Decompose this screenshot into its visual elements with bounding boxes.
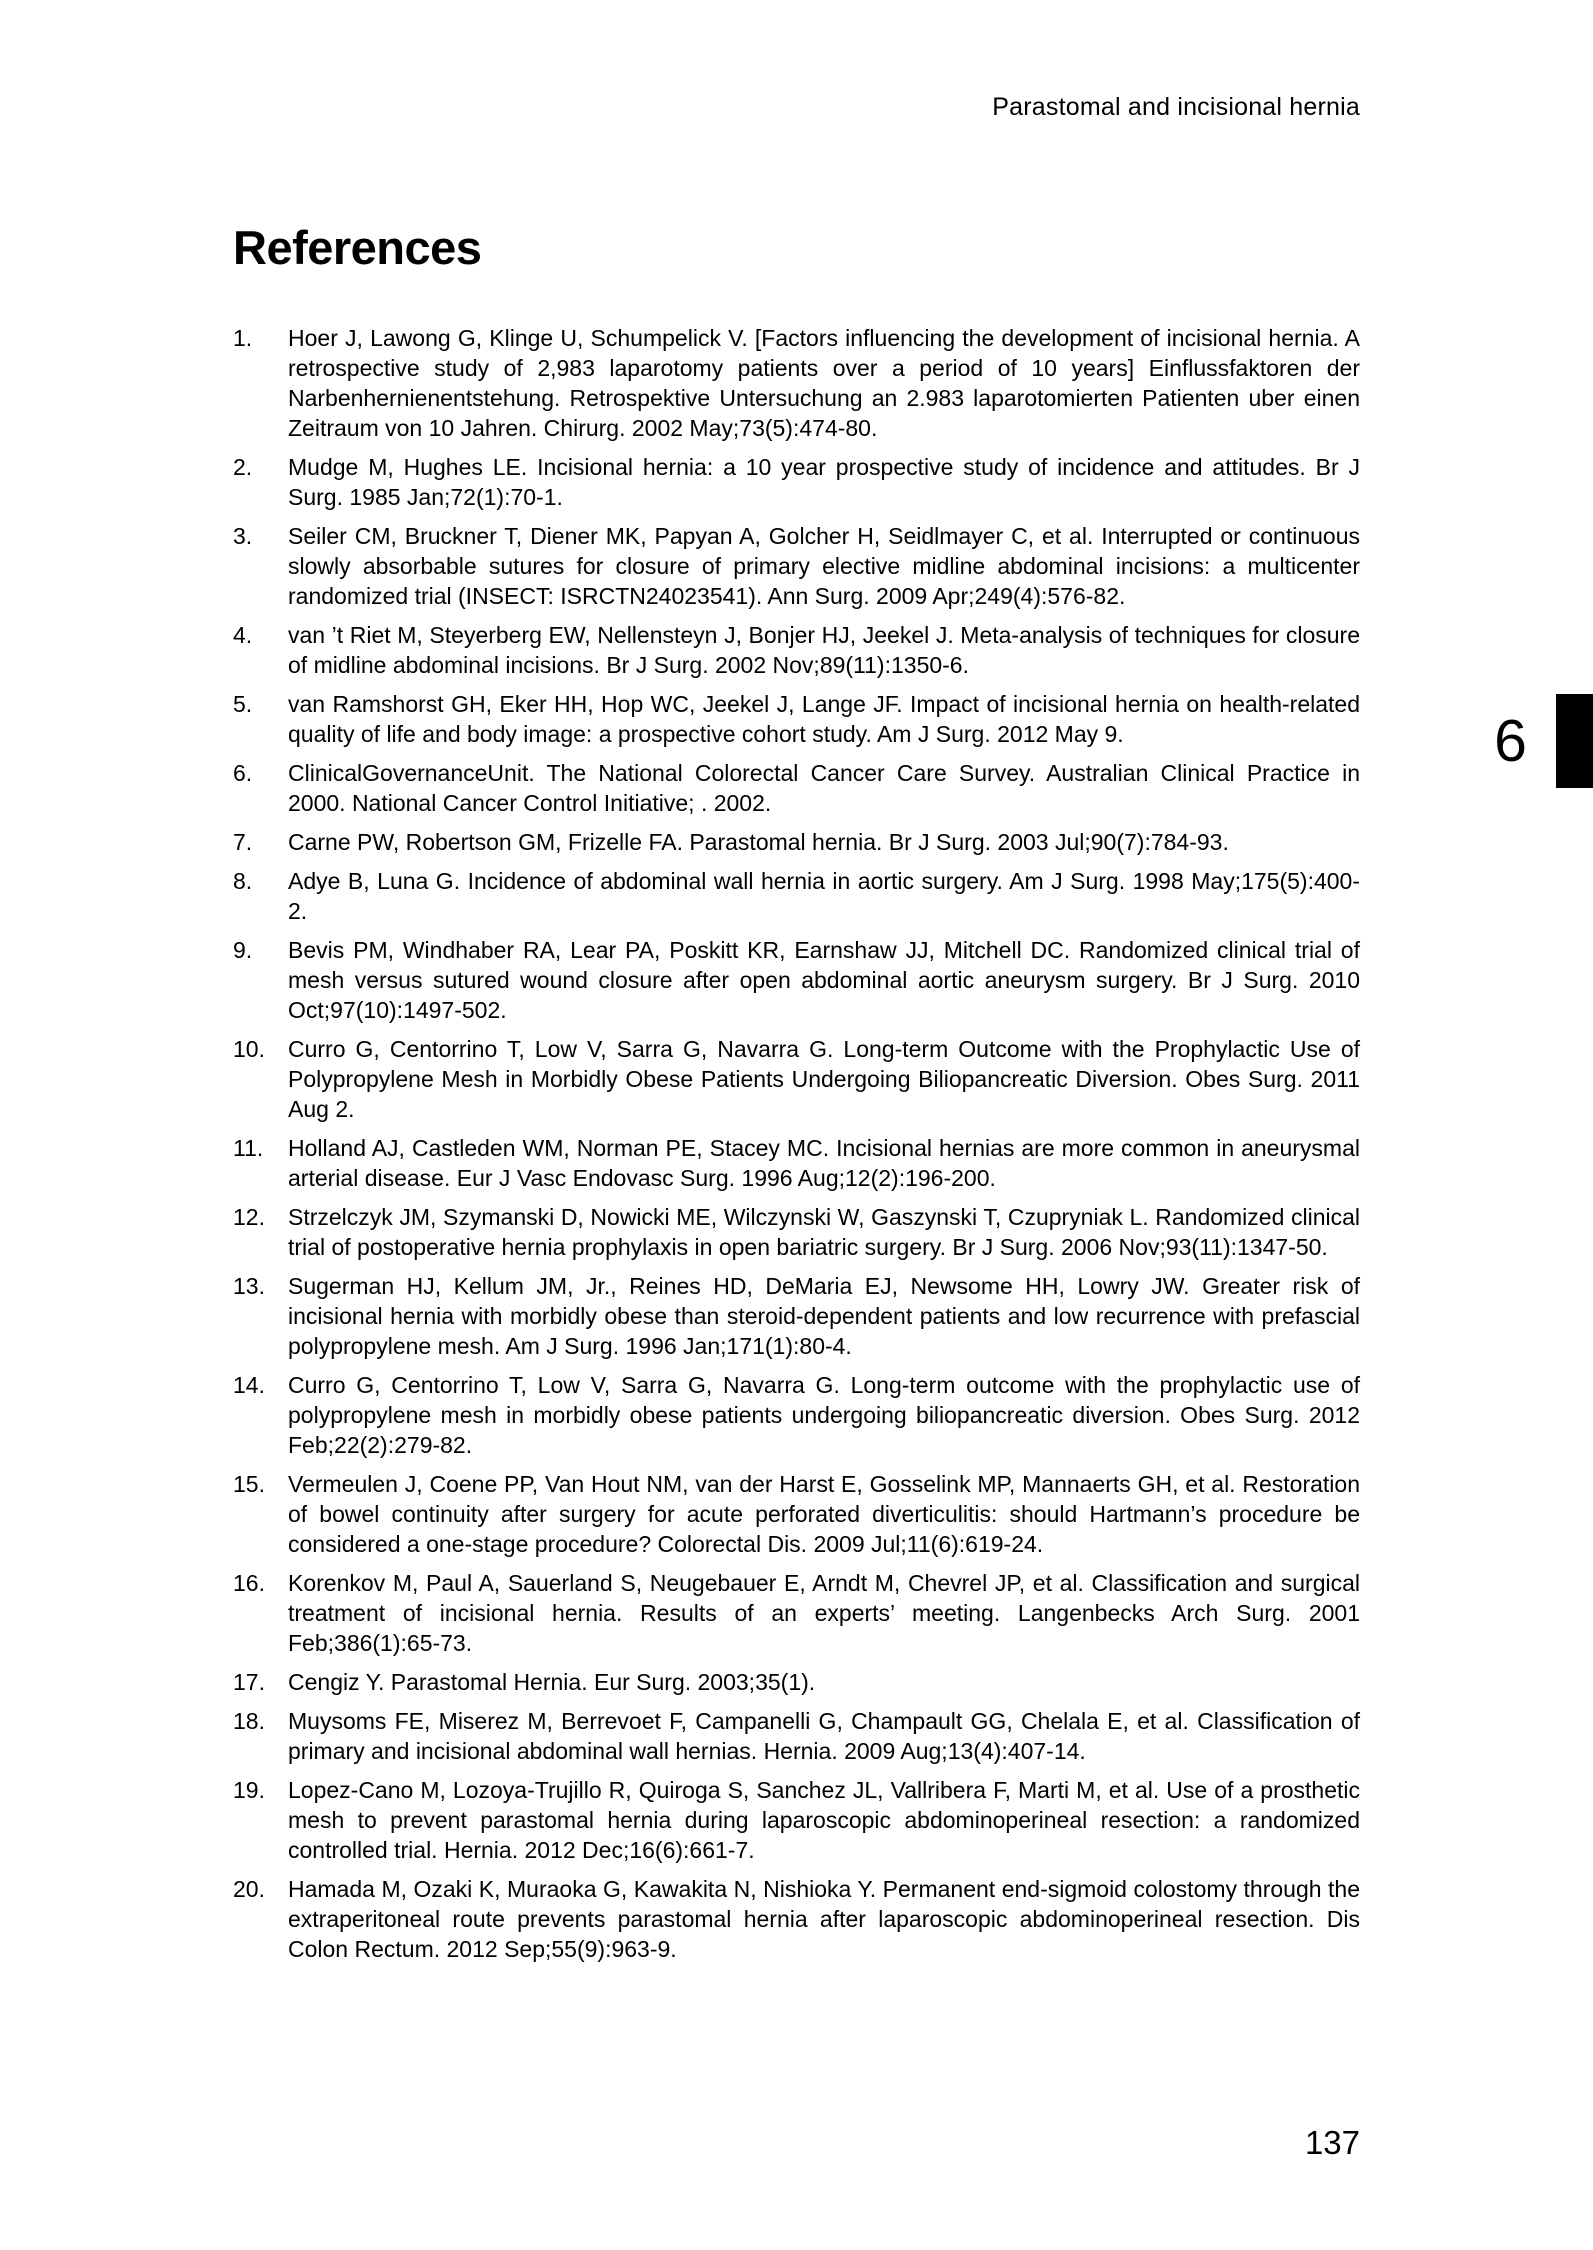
reference-item: [233, 935, 1360, 1025]
reference-item: [233, 521, 1360, 611]
reference-item: [233, 1034, 1360, 1124]
reference-item: [233, 758, 1360, 818]
reference-number: 18.: [233, 1708, 265, 1734]
reference-item: [233, 1667, 1360, 1697]
reference-number: 6.: [233, 760, 253, 786]
reference-number: 19.: [233, 1777, 265, 1803]
reference-number: 7.: [233, 829, 253, 855]
reference-text: Strzelczyk JM, Szymanski D, Nowicki ME, Wilczynski W, Gaszynski T, Czupryniak L. Randomized clinical trial of postoperative hernia prophylaxis in open bariatric surgery. Br J Surg. 2006 Nov;93(11):1347-50.: [288, 1204, 1360, 1260]
reference-item: [233, 1706, 1360, 1766]
reference-item: [233, 452, 1360, 512]
reference-text: Carne PW, Robertson GM, Frizelle FA. Parastomal hernia. Br J Surg. 2003 Jul;90(7):784-93.: [288, 829, 1229, 855]
reference-number: 9.: [233, 937, 253, 963]
page-number: 137: [1304, 2124, 1360, 2161]
reference-number: 2.: [233, 454, 253, 480]
reference-text: Seiler CM, Bruckner T, Diener MK, Papyan A, Golcher H, Seidlmayer C, et al. Interrupted or continuous slowly absorbable sutures for closure of primary elective midline abdominal incisions: a multicenter randomized trial (INSECT: ISRCTN24023541). Ann Surg. 2009 Apr;249(4):576-82.: [288, 523, 1360, 609]
reference-list: [233, 323, 1360, 1973]
reference-item: [233, 1370, 1360, 1460]
reference-text: Curro G, Centorrino T, Low V, Sarra G, Navarra G. Long-term Outcome with the Prophylactic Use of Polypropylene Mesh in Morbidly Obese Patients Undergoing Biliopancreatic Diversion. Obes Surg. 2011 Aug 2.: [288, 1036, 1360, 1122]
reference-number: 12.: [233, 1204, 265, 1230]
reference-text: Hamada M, Ozaki K, Muraoka G, Kawakita N, Nishioka Y. Permanent end-sigmoid colostomy through the extraperitoneal route prevents parastomal hernia after laparoscopic abdominoperineal resection. Dis Colon Rectum. 2012 Sep;55(9):963-9.: [288, 1876, 1360, 1962]
reference-text: Sugerman HJ, Kellum JM, Jr., Reines HD, DeMaria EJ, Newsome HH, Lowry JW. Greater risk of incisional hernia with morbidly obese than steroid-dependent patients and low recurrence with prefascial polypropylene mesh. Am J Surg. 1996 Jan;171(1):80-4.: [288, 1273, 1360, 1359]
reference-item: [233, 1271, 1360, 1361]
reference-number: 11.: [233, 1135, 264, 1161]
reference-item: [233, 1202, 1360, 1262]
reference-text: ClinicalGovernanceUnit. The National Colorectal Cancer Care Survey. Australian Clinical Practice in 2000. National Cancer Control Initiative; . 2002.: [288, 760, 1360, 816]
reference-text: Hoer J, Lawong G, Klinge U, Schumpelick V. [Factors influencing the development of incisional hernia. A retrospective study of 2,983 laparotomy patients over a period of 10 years] Einflussfaktoren der Narbenhernienentstehung. Retrospektive Untersuchung an 2.983 laparotomierten Patienten uber einen Zeitraum von 10 Jahren. Chirurg. 2002 May;73(5):474-80.: [288, 325, 1360, 441]
reference-number: 5.: [233, 691, 253, 717]
reference-number: 10.: [233, 1036, 265, 1062]
reference-number: 1.: [233, 325, 253, 351]
reference-text: Bevis PM, Windhaber RA, Lear PA, Poskitt KR, Earnshaw JJ, Mitchell DC. Randomized clinical trial of mesh versus sutured wound closure after open abdominal aortic aneurysm surgery. Br J Surg. 2010 Oct;97(10):1497-502.: [288, 937, 1360, 1023]
reference-text: Adye B, Luna G. Incidence of abdominal wall hernia in aortic surgery. Am J Surg. 1998 May;175(5):400-2.: [288, 868, 1360, 924]
reference-item: [233, 827, 1360, 857]
reference-text: van Ramshorst GH, Eker HH, Hop WC, Jeekel J, Lange JF. Impact of incisional hernia on health-related quality of life and body image: a prospective cohort study. Am J Surg. 2012 May 9.: [288, 691, 1360, 747]
reference-item: [233, 1775, 1360, 1865]
reference-number: 13.: [233, 1273, 265, 1299]
reference-item: [233, 1469, 1360, 1559]
reference-text: Holland AJ, Castleden WM, Norman PE, Stacey MC. Incisional hernias are more common in aneurysmal arterial disease. Eur J Vasc Endovasc Surg. 1996 Aug;12(2):196-200.: [288, 1135, 1360, 1191]
reference-number: 3.: [233, 523, 253, 549]
reference-text: Lopez-Cano M, Lozoya-Trujillo R, Quiroga S, Sanchez JL, Vallribera F, Marti M, et al. Use of a prosthetic mesh to prevent parastomal hernia during laparoscopic abdominoperineal resection: a randomized controlled trial. Hernia. 2012 Dec;16(6):661-7.: [288, 1777, 1360, 1863]
reference-number: 8.: [233, 868, 253, 894]
reference-text: Cengiz Y. Parastomal Hernia. Eur Surg. 2003;35(1).: [288, 1669, 816, 1695]
reference-number: 14.: [233, 1372, 265, 1398]
reference-item: [233, 1874, 1360, 1964]
reference-number: 4.: [233, 622, 253, 648]
reference-item: [233, 689, 1360, 749]
reference-item: [233, 620, 1360, 680]
reference-number: 16.: [233, 1570, 265, 1596]
reference-text: Korenkov M, Paul A, Sauerland S, Neugebauer E, Arndt M, Chevrel JP, et al. Classification and surgical treatment of incisional hernia. Results of an experts’ meeting. Langenbecks Arch Surg. 2001 Feb;386(1):65-73.: [288, 1570, 1360, 1656]
chapter-number: 6: [1494, 708, 1527, 774]
reference-text: Mudge M, Hughes LE. Incisional hernia: a 10 year prospective study of incidence and attitudes. Br J Surg. 1985 Jan;72(1):70-1.: [288, 454, 1360, 510]
reference-text: Curro G, Centorrino T, Low V, Sarra G, Navarra G. Long-term outcome with the prophylactic use of polypropylene mesh in morbidly obese patients undergoing biliopancreatic diversion. Obes Surg. 2012 Feb;22(2):279-82.: [288, 1372, 1360, 1458]
page-title: References: [233, 221, 482, 274]
reference-item: [233, 866, 1360, 926]
reference-number: 17.: [233, 1669, 265, 1695]
reference-item: [233, 1568, 1360, 1658]
reference-text: van ’t Riet M, Steyerberg EW, Nellensteyn J, Bonjer HJ, Jeekel J. Meta-analysis of techniques for closure of midline abdominal incisions. Br J Surg. 2002 Nov;89(11):1350-6.: [288, 622, 1360, 678]
reference-item: [233, 323, 1360, 443]
reference-item: [233, 1133, 1360, 1193]
running-header: Parastomal and incisional hernia: [992, 93, 1360, 121]
reference-number: 20.: [233, 1876, 265, 1902]
reference-number: 15.: [233, 1471, 265, 1497]
reference-text: Muysoms FE, Miserez M, Berrevoet F, Campanelli G, Champault GG, Chelala E, et al. Classification of primary and incisional abdominal wall hernias. Hernia. 2009 Aug;13(4):407-14.: [288, 1708, 1360, 1764]
chapter-tab-marker: [1556, 694, 1593, 788]
reference-text: Vermeulen J, Coene PP, Van Hout NM, van der Harst E, Gosselink MP, Mannaerts GH, et al. Restoration of bowel continuity after surgery for acute perforated diverticulitis: should Hartmann’s procedure be considered a one-stage procedure? Colorectal Dis. 2009 Jul;11(6):619-24.: [288, 1471, 1360, 1557]
